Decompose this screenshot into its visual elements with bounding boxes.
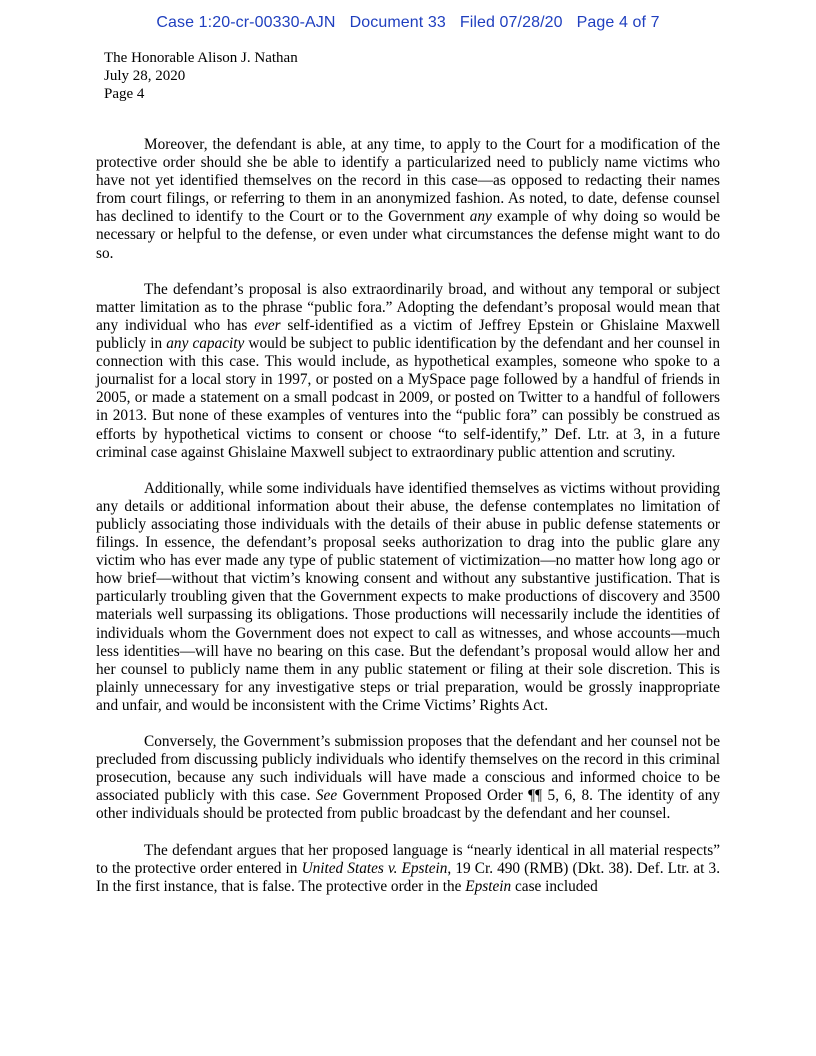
paragraph-2 — [96, 281, 720, 462]
case-number: Case 1:20-cr-00330-AJN — [156, 14, 336, 31]
letter-date: July 28, 2020 — [104, 68, 186, 84]
filed-date: Filed 07/28/20 — [459, 14, 563, 31]
letter-body — [96, 136, 720, 896]
paragraph-5 — [96, 842, 720, 896]
letter-header — [104, 49, 298, 103]
paragraph-text: The defendant argues that her proposed language is “nearly identical in all material respects” to the protective order entered in — [96, 841, 720, 877]
paragraph-text: case included — [511, 877, 598, 895]
paragraph-1 — [96, 136, 720, 263]
ecf-filing-header — [0, 14, 816, 32]
paragraph-text: Government Proposed Order ¶¶ 5, 6, 8. The identity of any other individuals should be protected from public broadcast by the defendant and her counsel. — [96, 787, 720, 823]
paragraph-4 — [96, 733, 720, 823]
paragraph-text: Moreover, the defendant is able, at any time, to apply to the Court for a modification of the protective order should she be able to identify a particularized need to publicly name victims who have not yet identified themselves on the record in this case—as opposed to redacting their names from court filings, or referring to them in an anonymized fashion. As noted, to date, defense counsel has declined to identify to the Court or to the Government — [96, 136, 720, 226]
case-citation: United States v. Epstein — [301, 859, 448, 877]
paragraph-text: The defendant’s proposal is also extraordinarily broad, and without any temporal or subject matter limitation as to the phrase “public fora.” Adopting the defendant’s proposal would mean that any individual who has — [96, 280, 720, 334]
document-number: Document 33 — [349, 14, 446, 31]
addressee: The Honorable Alison J. Nathan — [104, 50, 298, 66]
emphasis-text: Epstein — [465, 877, 512, 895]
letter-page-number: Page 4 — [104, 86, 145, 102]
paragraph-text: Conversely, the Government’s submission proposes that the defendant and her counsel not be precluded from discussing publicly individuals who identify themselves on the record in this criminal prosecution, because any such individuals will have made a conscious and informed choice to be associated publicly with this case. — [96, 733, 720, 805]
emphasis-text: ever — [254, 316, 281, 334]
paragraph-text: example of why doing so would be necessary or helpful to the defense, or even under what circumstances the defense might want to do so. — [96, 208, 720, 262]
emphasis-text: any capacity — [166, 335, 245, 353]
paragraph-text: , 19 Cr. 490 (RMB) (Dkt. 38). Def. Ltr. at 3. In the first instance, that is false. The protective order in the — [96, 859, 721, 895]
emphasis-text: any — [469, 208, 492, 226]
paragraph-text: self-identified as a victim of Jeffrey Epstein or Ghislaine Maxwell publicly in — [96, 316, 720, 353]
page-count: Page 4 of 7 — [576, 14, 660, 31]
paragraph-text: would be subject to public identification by the defendant and her counsel in connection with this case. This would include, as hypothetical examples, someone who spoke to a journalist for a local story in 1997, or posted on a MySpace page followed by a handful of friends in 2005, or made a statement on a small podcast in 2009, or posted on Twitter to a handful of followers in 2013. But none of these examples of ventures into the “public fora” can possibly be construed as efforts by hypothetical victims to consent or choose “to self-identify,” Def. Ltr. at 3, in a future criminal case against Ghislaine Maxwell subject to extraordinary public attention and scrutiny. — [96, 335, 720, 461]
emphasis-text: See — [315, 787, 338, 805]
paragraph-3: Additionally, while some individuals have identified themselves as victims without providing any details or additional information about their abuse, the defense contemplates no limitation of publicly associating those individuals with the details of their abuse in public defense statements or filings. In essence, the defendant’s proposal seeks authorization to drag into the public glare any victim who has ever made any type of public statement of victimization—no matter how long ago or how brief—without that victim’s knowing consent and without any substantive justification. That is particularly troubling given that the Government expects to make productions of discovery and 3500 materials well surpassing its obligations. Those productions will necessarily include the identities of individuals whom the Government does not expect to call as witnesses, and whose accounts—much less identities—will have no bearing on this case. But the defendant’s proposal would allow her and her counsel to publicly name them in any public statement or filing at their sole discretion. This is plainly unnecessary for any investigative steps or trial preparation, would be grossly inappropriate and unfair, and would be inconsistent with the Crime Victims’ Rights Act. — [96, 479, 720, 714]
